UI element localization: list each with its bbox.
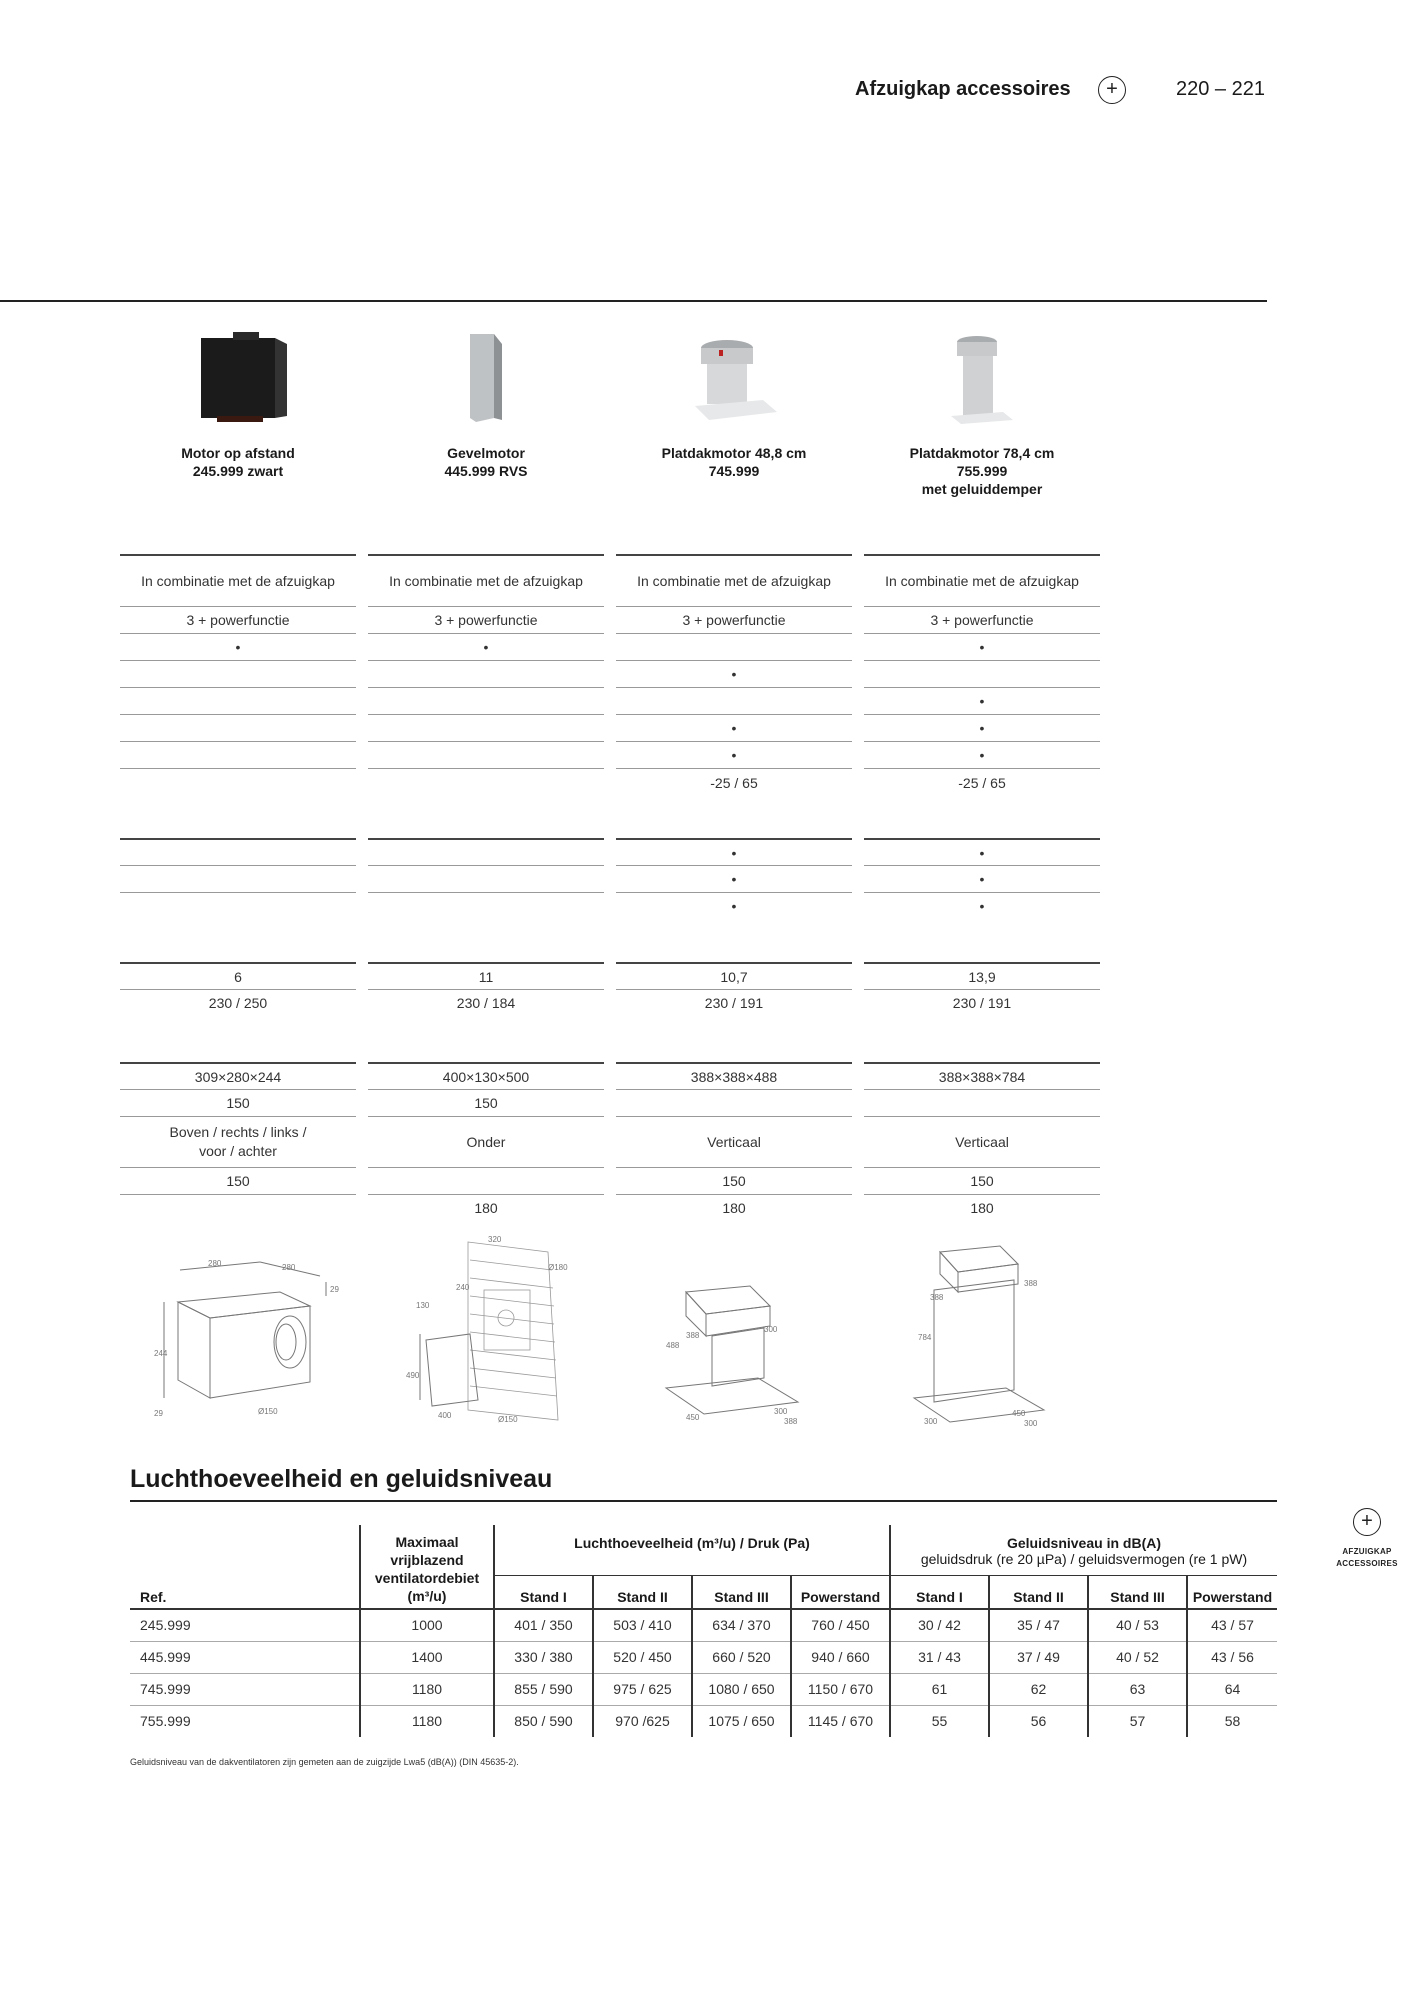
drawing-label: 388 [1024, 1279, 1038, 1288]
product-name: Platdakmotor 78,4 cm [909, 445, 1055, 461]
spec-weight: 10,7 [616, 962, 852, 990]
product-ref: 245.999 zwart [192, 463, 284, 479]
spec-bullet: • [731, 898, 737, 914]
table-row [130, 1673, 1277, 1705]
ref-header: Ref. [130, 1525, 360, 1609]
spec-bullet: • [864, 838, 1100, 866]
spec-dimensions: 400×130×500 [368, 1062, 604, 1090]
spec-combination: In combinatie met de afzuigkap [368, 554, 604, 607]
noise-subheader: geluidsdruk (re 20 µPa) / geluidsvermogen (re 1 pW) [920, 1551, 1248, 1567]
spec-dimensions: 309×280×244 [120, 1062, 356, 1090]
plus-icon[interactable]: + [1098, 76, 1126, 104]
drawing-label: 300 [764, 1325, 778, 1334]
table-row [130, 1641, 1277, 1673]
spec-bullet [120, 688, 356, 715]
drawing-label: 300 [1024, 1419, 1038, 1428]
spec-bullet [368, 715, 604, 742]
spec-bullet [120, 866, 356, 893]
spec-bullet [616, 688, 852, 715]
airflow-cell: 940 / 660 [791, 1641, 890, 1673]
spec-bullet [368, 838, 604, 866]
drawing-label: 388 [686, 1331, 700, 1340]
drawing-label: 450 [686, 1413, 700, 1422]
spec-outlet-180: 180 [474, 1200, 498, 1216]
product-extra: met geluiddemper [921, 481, 1043, 497]
drawing-label: 450 [1012, 1409, 1026, 1418]
spec-weight: 6 [120, 962, 356, 990]
spec-bullet: • [864, 742, 1100, 769]
page-numbers: 220 – 221 [1176, 78, 1265, 100]
spec-bullet: • [616, 715, 852, 742]
spec-dimensions: 388×388×784 [864, 1062, 1100, 1090]
airflow-cell: 1150 / 670 [791, 1673, 890, 1705]
noise-cell: 35 / 47 [989, 1609, 1088, 1641]
max-flow-cell: 1180 [360, 1705, 494, 1737]
drawing-label: 388 [784, 1417, 798, 1426]
product-ref: 755.999 [956, 463, 1008, 479]
noise-header: Geluidsniveau in dB(A) geluidsdruk (re 20 µPa) / geluidsvermogen (re 1 pW) [890, 1525, 1277, 1575]
flat-roof-motor-image [616, 330, 852, 430]
drawing-flat-roof-motor-silencer [894, 1230, 1130, 1430]
spec-bullet [120, 893, 356, 920]
product-remote-motor [120, 330, 356, 480]
product-ref: 445.999 RVS [444, 463, 528, 479]
airflow-header: Luchthoeveelheid (m³/u) / Druk (Pa) [494, 1525, 890, 1575]
max-flow-cell: 1000 [360, 1609, 494, 1641]
airflow-cell: 1145 / 670 [791, 1705, 890, 1737]
table-row [130, 1705, 1277, 1737]
column-header: Stand II [989, 1575, 1088, 1609]
spec-bullet [368, 893, 604, 920]
spec-voltage: 230 / 191 [704, 995, 764, 1011]
noise-cell: 30 / 42 [890, 1609, 989, 1641]
flat-roof-motor-silencer-image [864, 330, 1100, 430]
drawing-label: 400 [438, 1411, 452, 1420]
airflow-cell: 1080 / 650 [692, 1673, 791, 1705]
airflow-cell: 760 / 450 [791, 1609, 890, 1641]
spec-power: 3 + powerfunctie [616, 607, 852, 634]
spec-weight: 11 [368, 962, 604, 990]
noise-cell: 40 / 52 [1088, 1641, 1187, 1673]
spec-bullet [368, 866, 604, 893]
drawing-label: 244 [154, 1349, 168, 1358]
spec-combination: In combinatie met de afzuigkap [864, 554, 1100, 607]
drawing-label: 388 [930, 1293, 944, 1302]
max-flow-cell: 1400 [360, 1641, 494, 1673]
drawing-label: 300 [924, 1417, 938, 1426]
drawing-label: 280 [208, 1259, 222, 1268]
airflow-cell: 330 / 380 [494, 1641, 593, 1673]
spec-temp-range [368, 769, 604, 796]
spec-combination: In combinatie met de afzuigkap [120, 554, 356, 607]
spec-bullet: • [120, 634, 356, 661]
spec-dimensions: 388×388×488 [616, 1062, 852, 1090]
spec-power: 3 + powerfunctie [120, 607, 356, 634]
spec-temp-range: -25 / 65 [710, 775, 758, 791]
spec-weight: 13,9 [864, 962, 1100, 990]
noise-cell: 37 / 49 [989, 1641, 1088, 1673]
spec-outlet-150: 150 [120, 1168, 356, 1195]
spec-power: 3 + powerfunctie [368, 607, 604, 634]
column-header: Stand III [692, 1575, 791, 1609]
top-divider [0, 300, 1267, 302]
spec-diameter: 150 [120, 1090, 356, 1117]
product-name: Motor op afstand [181, 445, 295, 461]
drawing-label: 29 [330, 1285, 339, 1294]
spec-bullet [368, 661, 604, 688]
drawing-label: 488 [666, 1341, 680, 1350]
spec-diameter: 150 [368, 1090, 604, 1117]
spec-outlet-150 [368, 1168, 604, 1195]
spec-outlet-180: 180 [722, 1200, 746, 1216]
spec-direction: Boven / rechts / links / voor / achter [120, 1117, 356, 1168]
spec-bullet [864, 661, 1100, 688]
spec-direction: Verticaal [864, 1117, 1100, 1168]
column-header: Stand II [593, 1575, 692, 1609]
airflow-cell: 401 / 350 [494, 1609, 593, 1641]
spec-power: 3 + powerfunctie [864, 607, 1100, 634]
page-header [0, 78, 1415, 108]
product-facade-motor [368, 330, 604, 480]
ref-cell: 745.999 [130, 1673, 360, 1705]
airflow-cell: 520 / 450 [593, 1641, 692, 1673]
max-flow-cell: 1180 [360, 1673, 494, 1705]
section-title: Luchthoeveelheid en geluidsniveau [130, 1465, 553, 1493]
spec-temp-range: -25 / 65 [958, 775, 1006, 791]
column-header: Powerstand [791, 1575, 890, 1609]
spec-diameter [616, 1090, 852, 1117]
spec-bullet: • [864, 715, 1100, 742]
spec-bullet: • [616, 742, 852, 769]
spec-bullet: • [616, 661, 852, 688]
drawing-label: 280 [282, 1263, 296, 1272]
spec-bullet [120, 742, 356, 769]
product-name: Gevelmotor [447, 445, 525, 461]
airflow-noise-table [130, 1525, 1277, 1737]
remote-motor-image [120, 330, 356, 430]
noise-cell: 63 [1088, 1673, 1187, 1705]
drawing-label: Ø180 [548, 1263, 568, 1272]
section-divider [130, 1500, 1277, 1502]
spec-direction: Verticaal [616, 1117, 852, 1168]
noise-cell: 55 [890, 1705, 989, 1737]
spec-bullet: • [864, 688, 1100, 715]
spec-bullet: • [616, 838, 852, 866]
airflow-cell: 970 /625 [593, 1705, 692, 1737]
airflow-cell: 634 / 370 [692, 1609, 791, 1641]
spec-voltage: 230 / 250 [208, 995, 268, 1011]
spec-diameter [864, 1090, 1100, 1117]
spec-bullet [120, 715, 356, 742]
drawing-label: 784 [918, 1333, 932, 1342]
spec-bullet [368, 742, 604, 769]
noise-cell: 43 / 56 [1187, 1641, 1277, 1673]
column-header: Powerstand [1187, 1575, 1277, 1609]
spec-bullet: • [616, 866, 852, 893]
table-row [130, 1609, 1277, 1641]
drawing-label: 300 [774, 1407, 788, 1416]
noise-cell: 64 [1187, 1673, 1277, 1705]
spec-outlet-150: 150 [864, 1168, 1100, 1195]
spec-bullet: • [368, 634, 604, 661]
noise-cell: 61 [890, 1673, 989, 1705]
max-flow-header: Maximaal vrijblazend ventilatordebiet (m³/u) [360, 1525, 494, 1609]
side-category-label: AFZUIGKAP ACCESSOIRES [1336, 1547, 1398, 1568]
product-ref: 745.999 [708, 463, 760, 479]
drawing-label: 320 [488, 1235, 502, 1244]
footnote: Geluidsniveau van de dakventilatoren zijn gemeten aan de zuigzijde Lwa5 (dB(A)) (DIN 45635-2). [130, 1757, 519, 1767]
ref-cell: 245.999 [130, 1609, 360, 1641]
spec-bullet [120, 661, 356, 688]
airflow-cell: 850 / 590 [494, 1705, 593, 1737]
drawing-label: 29 [154, 1409, 163, 1418]
spec-voltage: 230 / 191 [952, 995, 1012, 1011]
noise-cell: 57 [1088, 1705, 1187, 1737]
drawing-remote-motor [150, 1230, 386, 1430]
column-header: Stand I [494, 1575, 593, 1609]
spec-bullet: • [864, 634, 1100, 661]
column-header: Stand I [890, 1575, 989, 1609]
spec-temp-range [120, 769, 356, 796]
product-flat-roof-motor [616, 330, 852, 480]
spec-bullet [616, 634, 852, 661]
drawing-label: 490 [406, 1371, 420, 1380]
airflow-cell: 660 / 520 [692, 1641, 791, 1673]
facade-motor-image [368, 330, 604, 430]
spec-bullet [120, 838, 356, 866]
drawing-label: 240 [456, 1283, 470, 1292]
product-flat-roof-motor-silencer [864, 330, 1100, 498]
drawing-flat-roof-motor [646, 1230, 882, 1430]
plus-icon[interactable]: + [1353, 1508, 1381, 1536]
drawing-label: Ø150 [498, 1415, 518, 1424]
noise-cell: 40 / 53 [1088, 1609, 1187, 1641]
spec-outlet-180: 180 [970, 1200, 994, 1216]
noise-cell: 58 [1187, 1705, 1277, 1737]
spec-bullet [368, 688, 604, 715]
airflow-cell: 975 / 625 [593, 1673, 692, 1705]
ref-cell: 755.999 [140, 1713, 191, 1730]
noise-cell: 31 / 43 [890, 1641, 989, 1673]
drawing-label: 130 [416, 1301, 430, 1310]
page-title: Afzuigkap accessoires [855, 78, 1071, 100]
noise-cell: 56 [989, 1705, 1088, 1737]
drawing-label: Ø150 [258, 1407, 278, 1416]
spec-combination: In combinatie met de afzuigkap [616, 554, 852, 607]
airflow-cell: 855 / 590 [494, 1673, 593, 1705]
airflow-cell: 503 / 410 [593, 1609, 692, 1641]
spec-voltage: 230 / 184 [456, 995, 516, 1011]
product-name: Platdakmotor 48,8 cm [661, 445, 807, 461]
spec-bullet: • [864, 866, 1100, 893]
drawing-facade-motor [398, 1230, 634, 1430]
spec-bullet: • [979, 898, 985, 914]
spec-direction: Onder [368, 1117, 604, 1168]
noise-cell: 43 / 57 [1187, 1609, 1277, 1641]
noise-cell: 62 [989, 1673, 1088, 1705]
airflow-cell: 1075 / 650 [692, 1705, 791, 1737]
ref-cell: 445.999 [130, 1641, 360, 1673]
spec-outlet-180 [120, 1195, 356, 1222]
spec-outlet-150: 150 [616, 1168, 852, 1195]
column-header: Stand III [1088, 1575, 1187, 1609]
